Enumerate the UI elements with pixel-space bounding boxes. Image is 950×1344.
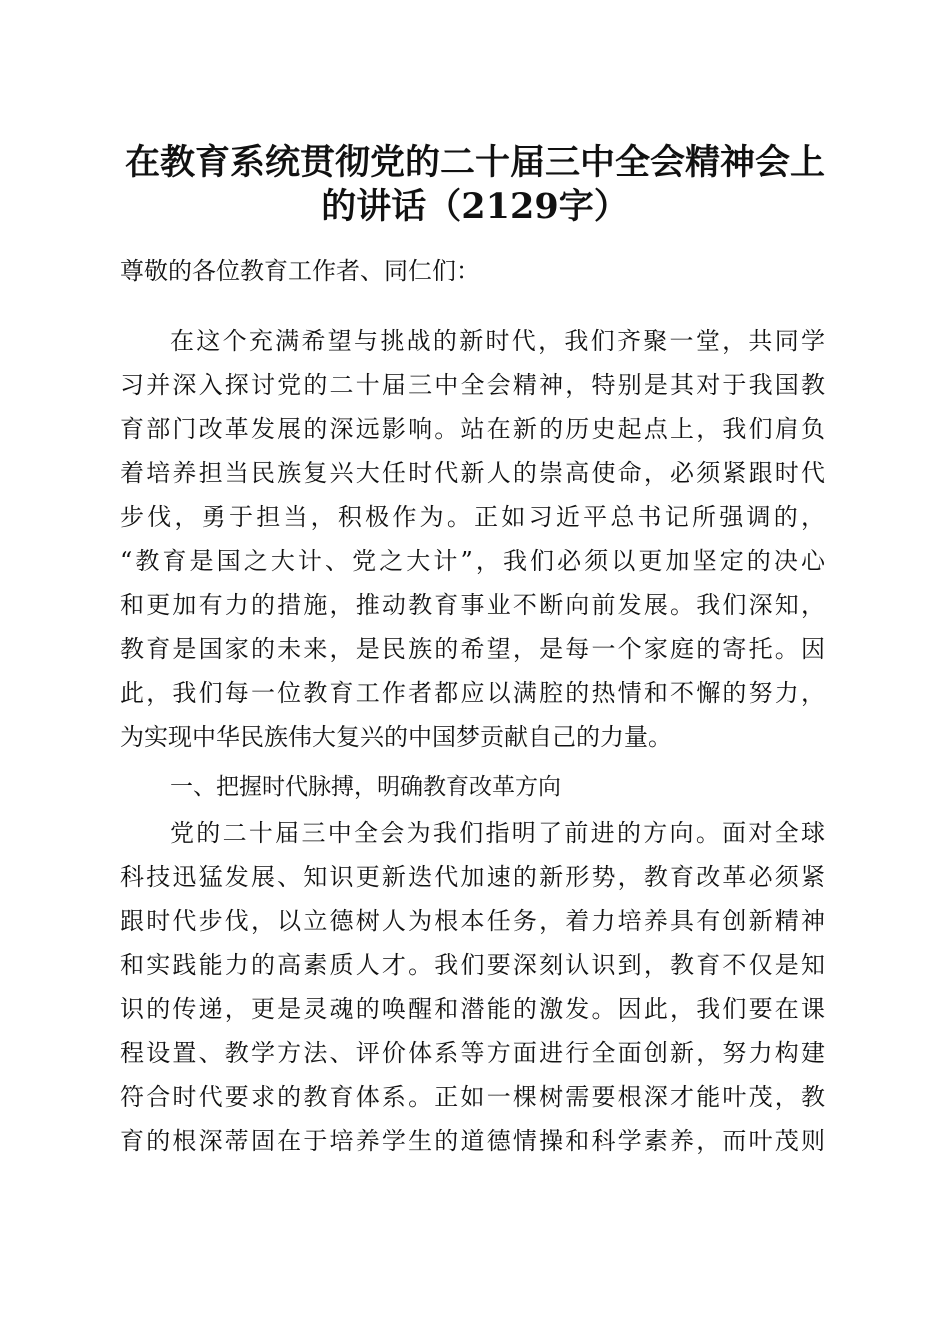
paragraph-2-line: 党的二十届三中全会为我们指明了前进的方向。面对全球 xyxy=(170,819,825,847)
paragraph-1-line: 此，我们每一位教育工作者都应以满腔的热情和不懈的努力， xyxy=(120,679,825,707)
section-1-heading: 一、把握时代脉搏，明确教育改革方向 xyxy=(170,774,561,800)
salutation: 尊敬的各位教育工作者、同仁们： xyxy=(120,257,480,285)
paragraph-2-line: 识的传递，更是灵魂的唤醒和潜能的激发。因此，我们要在课 xyxy=(120,995,825,1023)
paragraph-2-line: 育的根深蒂固在于培养学生的道德情操和科学素养，而叶茂则 xyxy=(120,1127,825,1155)
paragraph-1-line: 和更加有力的措施，推动教育事业不断向前发展。我们深知， xyxy=(120,591,825,619)
paragraph-2-line: 符合时代要求的教育体系。正如一棵树需要根深才能叶茂，教 xyxy=(120,1083,825,1111)
paragraph-1-line: 教育是国家的未来，是民族的希望，是每一个家庭的寄托。因 xyxy=(120,635,825,663)
paragraph-1-line: 步伐，勇于担当，积极作为。正如习近平总书记所强调的， xyxy=(120,503,825,531)
paragraph-1-line: “教育是国之大计、党之大计”，我们必须以更加坚定的决心 xyxy=(120,547,825,575)
paragraph-1-line: 习并深入探讨党的二十届三中全会精神，特别是其对于我国教 xyxy=(120,371,825,399)
paragraph-2-line: 程设置、教学方法、评价体系等方面进行全面创新，努力构建 xyxy=(120,1039,825,1067)
paragraph-2-line: 科技迅猛发展、知识更新迭代加速的新形势，教育改革必须紧 xyxy=(120,863,825,891)
document-title-line-1: 在教育系统贯彻党的二十届三中全会精神会上 xyxy=(124,142,825,183)
paragraph-1-line: 着培养担当民族复兴大任时代新人的崇高使命，必须紧跟时代 xyxy=(120,459,825,487)
paragraph-1-line: 为实现中华民族伟大复兴的中国梦贡献自己的力量。 xyxy=(120,723,672,751)
paragraph-2-line: 和实践能力的高素质人才。我们要深刻认识到，教育不仅是知 xyxy=(120,951,825,979)
document-title-line-2: 的讲话（2129字） xyxy=(321,186,629,227)
paragraph-1-line: 育部门改革发展的深远影响。站在新的历史起点上，我们肩负 xyxy=(120,415,825,443)
paragraph-2-line: 跟时代步伐，以立德树人为根本任务，着力培养具有创新精神 xyxy=(120,907,825,935)
paragraph-1-line: 在这个充满希望与挑战的新时代，我们齐聚一堂，共同学 xyxy=(170,327,825,355)
